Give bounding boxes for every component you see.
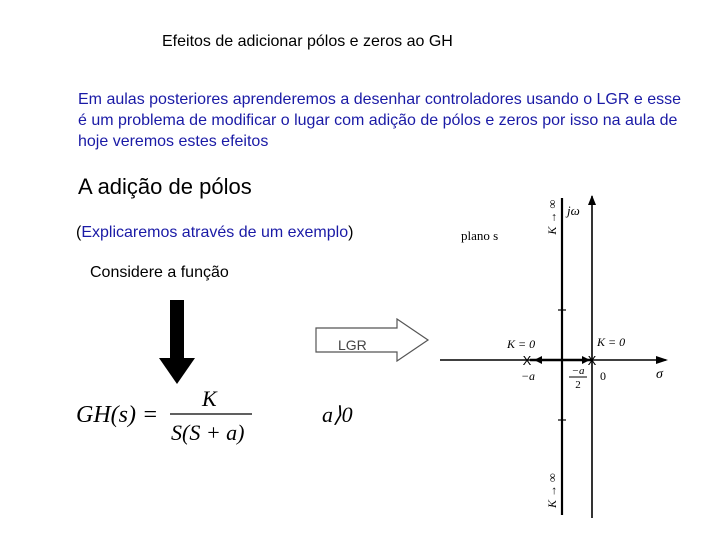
lgr-label: LGR [338, 337, 367, 353]
paren-open: ( [76, 224, 82, 241]
formula-lhs: GH(s) = [76, 402, 159, 428]
k-bottom-label: K → ∞ [545, 473, 559, 508]
jw-label: jω [567, 203, 580, 218]
breakaway-denominator: 2 [575, 379, 581, 391]
pole-marker-right: X [587, 353, 597, 368]
pole-right-label: 0 [600, 369, 606, 383]
formula-denominator: S(S + a) [171, 420, 245, 445]
sigma-label: σ [656, 367, 663, 382]
k-zero-left-label: K = 0 [507, 337, 536, 351]
section-heading: A adição de pólos [78, 174, 252, 199]
consider-label: Considere a função [90, 264, 229, 281]
example-note [76, 224, 353, 242]
paren-close: ) [348, 224, 354, 241]
example-note-text: Explicaremos através de um exemplo [81, 224, 349, 241]
transfer-function-formula [76, 384, 376, 454]
root-locus-plot [430, 190, 710, 525]
axis-arrowhead-icon [588, 195, 596, 205]
axis-arrowhead-icon [656, 356, 668, 364]
formula-numerator: K [202, 386, 217, 411]
pole-marker-left: X [522, 353, 532, 368]
breakaway-numerator: −a [571, 365, 585, 377]
right-arrow-icon [315, 318, 430, 362]
slide-title: Efeitos de adicionar pólos e zeros ao GH [162, 33, 453, 50]
intro-paragraph: Em aulas posteriores aprenderemos a desenhar controladores usando o LGR e esse é um problema de modificar o lugar com adição de pólos e zeros por isso na aula de hoje veremos estes efeitos [78, 91, 682, 150]
k-top-label: K → ∞ [545, 200, 559, 235]
pole-left-label: −a [520, 369, 536, 383]
locus-arrow-icon [534, 356, 542, 364]
k-zero-right-label: K = 0 [597, 335, 626, 349]
formula-condition: a⟩0 [322, 402, 353, 427]
down-arrow-icon [159, 300, 195, 386]
plane-label: plano s [461, 228, 499, 243]
